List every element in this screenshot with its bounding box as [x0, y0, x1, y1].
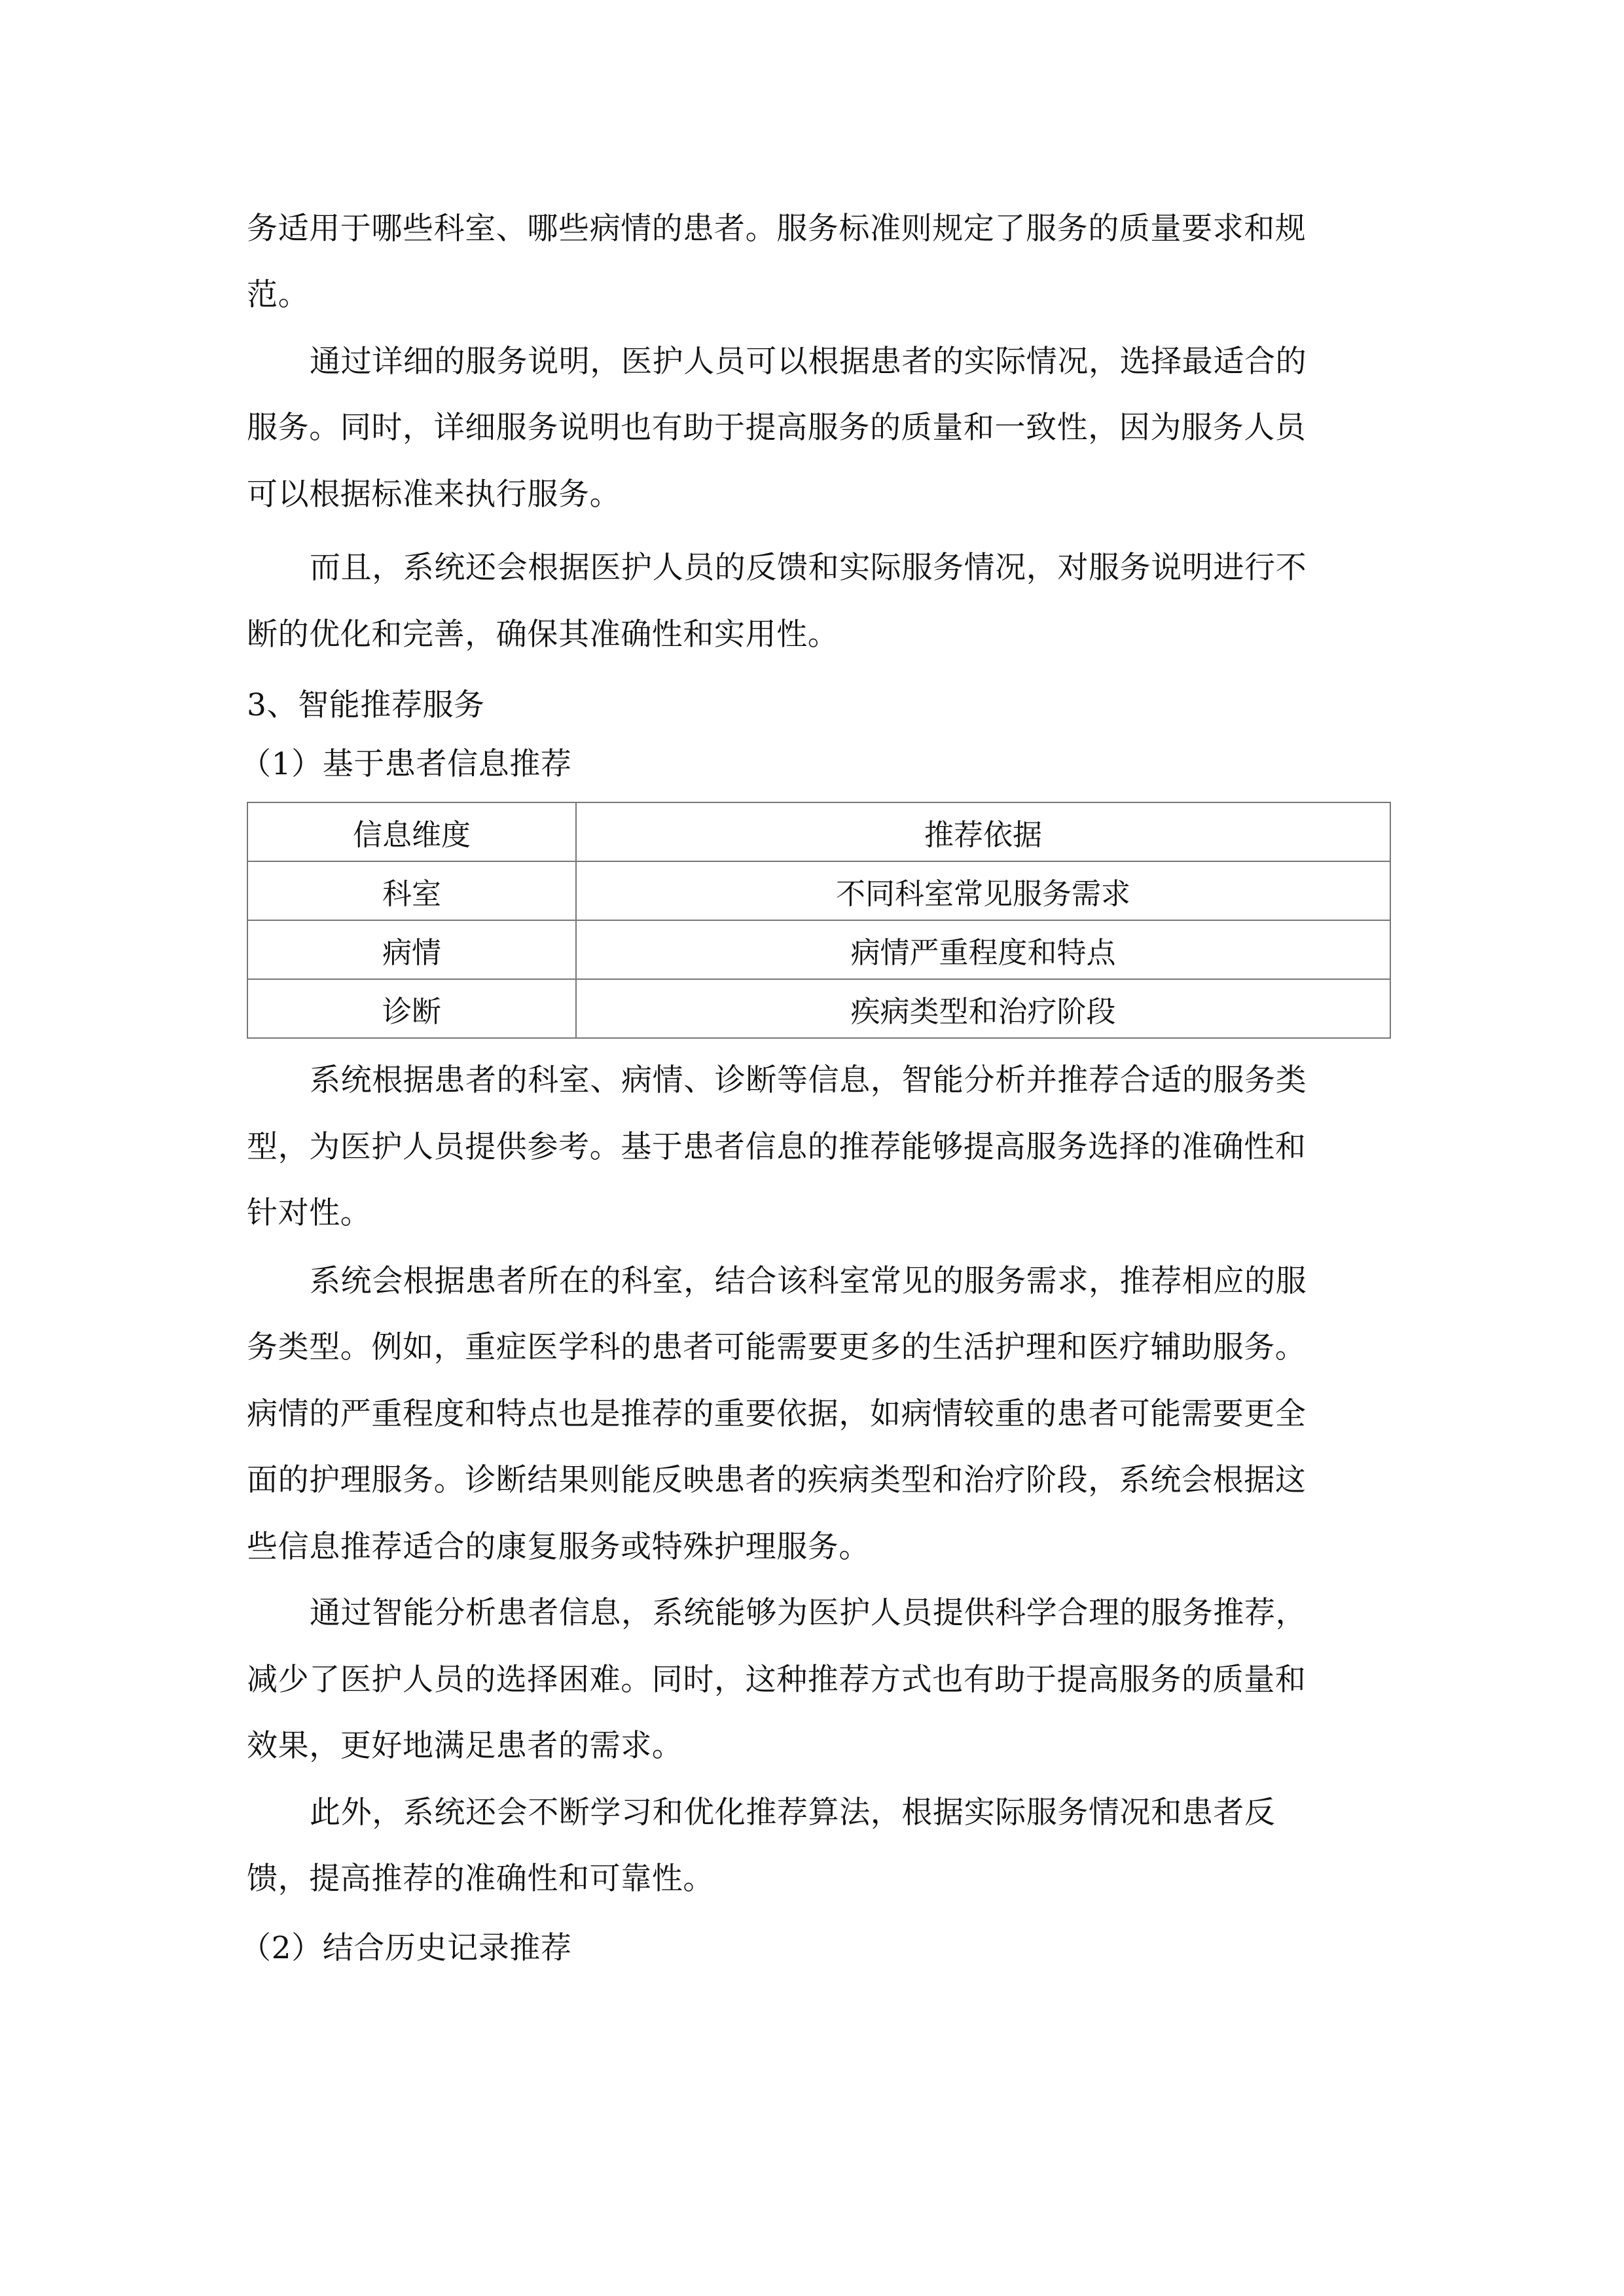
table-cell: 不同科室常见服务需求: [576, 861, 1390, 920]
text-line: 通过智能分析患者信息，系统能够为医护人员提供科学合理的服务推荐，: [310, 1595, 1307, 1631]
sub-heading: （2）结合历史记录推荐: [240, 1930, 572, 1966]
table-cell: 疾病类型和治疗阶段: [576, 979, 1390, 1038]
text-line: 馈，提高推荐的准确性和可靠性。: [247, 1861, 714, 1897]
text-line: 型，为医护人员提供参考。基于患者信息的推荐能够提高服务选择的准确性和: [247, 1129, 1307, 1165]
table-cell: 诊断: [247, 979, 576, 1038]
text-line: 通过详细的服务说明，医护人员可以根据患者的实际情况，选择最适合的: [310, 344, 1307, 380]
text-line: 减少了医护人员的选择困难。同时，这种推荐方式也有助于提高服务的质量和: [247, 1662, 1307, 1698]
table-cell: 病情严重程度和特点: [576, 920, 1390, 979]
text-line: 面的护理服务。诊断结果则能反映患者的疾病类型和治疗阶段，系统会根据这: [247, 1462, 1307, 1498]
text-line: 务适用于哪些科室、哪些病情的患者。服务标准则规定了服务的质量要求和规: [247, 211, 1307, 247]
text-line: 病情的严重程度和特点也是推荐的重要依据，如病情较重的患者可能需要更全: [247, 1396, 1307, 1432]
text-line: 系统根据患者的科室、病情、诊断等信息，智能分析并推荐合适的服务类: [310, 1062, 1307, 1098]
table-header-row: [247, 802, 1390, 861]
text-line: 效果，更好地满足患者的需求。: [247, 1728, 683, 1764]
table-header-cell: 推荐依据: [576, 802, 1390, 861]
table-row: [247, 861, 1390, 920]
text-line: 而且，系统还会根据医护人员的反馈和实际服务情况，对服务说明进行不: [310, 550, 1307, 586]
table-cell: 科室: [247, 861, 576, 920]
table-row: [247, 920, 1390, 979]
table-row: [247, 979, 1390, 1038]
recommendation-table: [247, 802, 1391, 1039]
text-line: 服务。同时，详细服务说明也有助于提高服务的质量和一致性，因为服务人员: [247, 410, 1307, 446]
section-heading: 3、智能推荐服务: [247, 687, 485, 723]
text-line: 断的优化和完善，确保其准确性和实用性。: [247, 617, 839, 653]
text-line: 务类型。例如，重症医学科的患者可能需要更多的生活护理和医疗辅助服务。: [247, 1329, 1307, 1365]
text-line: 针对性。: [247, 1195, 372, 1231]
table-header-cell: 信息维度: [247, 802, 576, 861]
table-cell: 病情: [247, 920, 576, 979]
text-line: 系统会根据患者所在的科室，结合该科室常见的服务需求，推荐相应的服: [310, 1263, 1307, 1299]
sub-heading: （1）基于患者信息推荐: [240, 746, 572, 782]
text-line: 些信息推荐适合的康复服务或特殊护理服务。: [247, 1529, 870, 1565]
text-line: 范。: [247, 277, 310, 313]
text-line: 此外，系统还会不断学习和优化推荐算法，根据实际服务情况和患者反: [310, 1795, 1276, 1831]
text-line: 可以根据标准来执行服务。: [247, 476, 621, 512]
